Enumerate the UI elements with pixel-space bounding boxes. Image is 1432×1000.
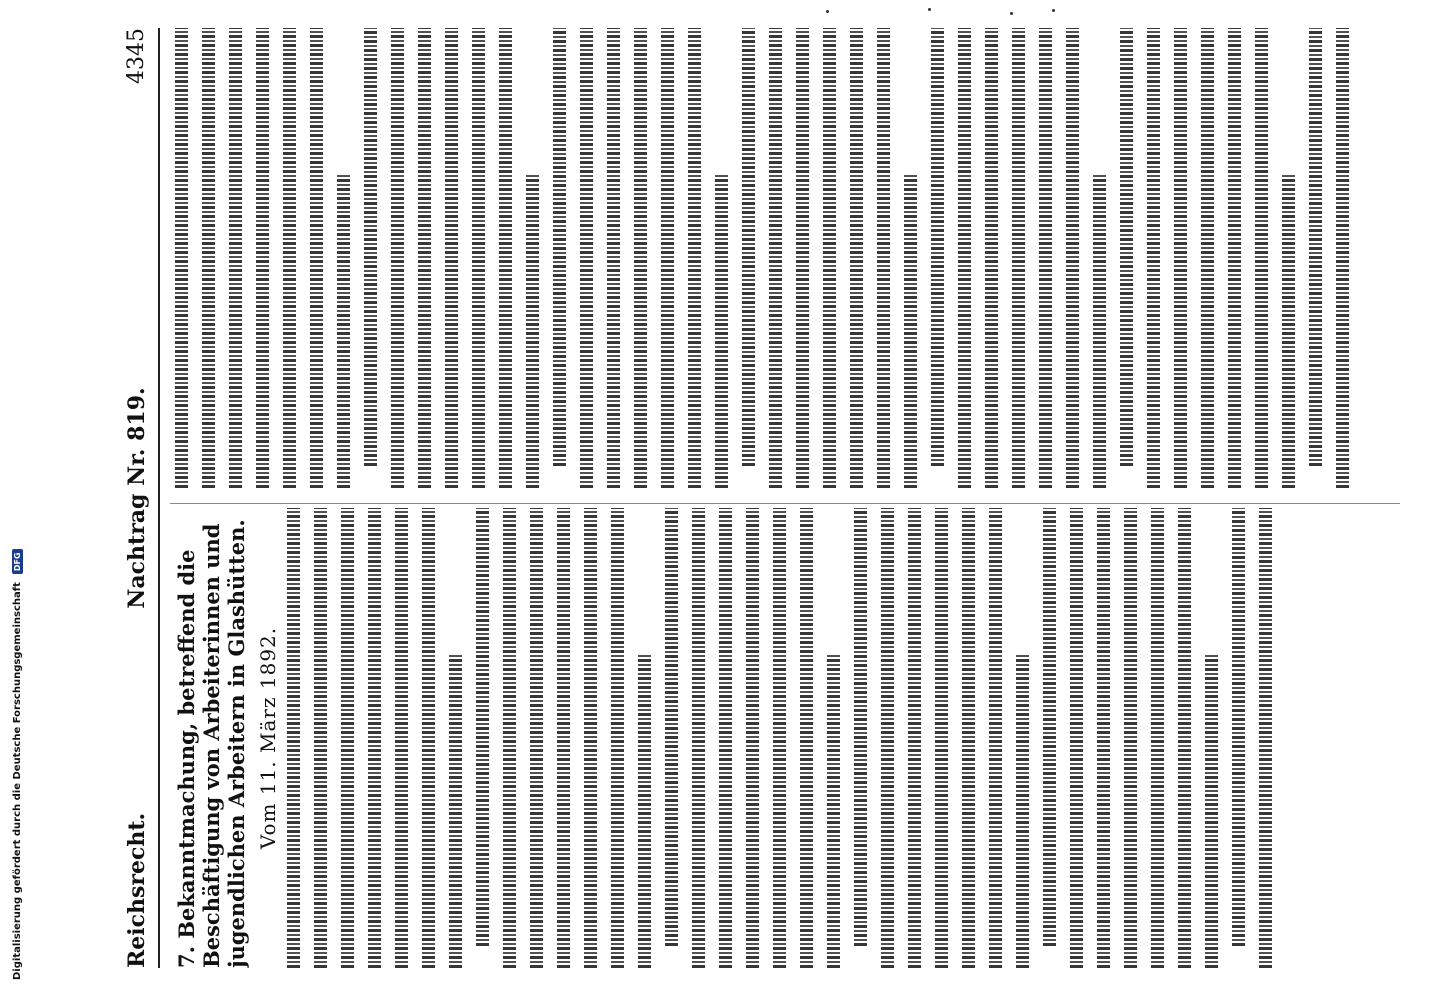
text-line — [1282, 175, 1295, 488]
text-line — [445, 28, 458, 488]
text-line — [283, 28, 296, 488]
document-page — [70, 0, 1432, 1000]
text-line — [337, 175, 350, 488]
text-line — [1232, 508, 1245, 946]
masthead-section-title: Reichsrecht. — [124, 812, 150, 968]
text-column-left — [170, 508, 1400, 968]
text-line — [719, 508, 732, 968]
text-line — [1309, 28, 1322, 466]
text-line — [580, 28, 593, 488]
text-line — [742, 28, 755, 466]
text-line — [418, 28, 431, 488]
text-line — [661, 28, 674, 488]
text-line — [1205, 655, 1218, 968]
text-line — [1012, 28, 1025, 488]
text-line — [638, 655, 651, 968]
text-line — [584, 508, 597, 968]
text-line — [769, 28, 782, 488]
article-date: Vom 11. März 1892. — [256, 626, 280, 850]
text-line — [850, 28, 863, 488]
text-line — [958, 28, 971, 488]
text-line — [989, 508, 1002, 968]
text-line — [476, 508, 489, 946]
text-line — [877, 28, 890, 488]
text-line — [1124, 508, 1137, 968]
text-line — [530, 508, 543, 968]
text-line — [1016, 655, 1029, 968]
dfg-logo-icon: DFG — [12, 549, 23, 574]
text-line — [692, 508, 705, 968]
text-line — [931, 28, 944, 466]
text-line — [904, 175, 917, 488]
text-line — [908, 508, 921, 968]
text-line — [854, 508, 867, 946]
text-line — [607, 28, 620, 488]
text-line — [823, 28, 836, 488]
text-line — [1070, 508, 1083, 968]
scan-speck — [1010, 12, 1013, 15]
text-line — [1097, 508, 1110, 968]
text-line — [314, 508, 327, 968]
text-line — [341, 508, 354, 968]
text-line — [746, 508, 759, 968]
text-line — [472, 28, 485, 488]
text-line — [881, 508, 894, 968]
text-line — [1043, 508, 1056, 946]
text-line — [364, 28, 377, 466]
text-line — [634, 28, 647, 488]
text-line — [1151, 508, 1164, 968]
text-line — [1120, 28, 1133, 466]
footer-text: Digitalisierung gefördert durch die Deutsche Forschungsgemeinschaft — [11, 582, 23, 980]
masthead-issue-number: Nachtrag Nr. 819. — [124, 387, 150, 609]
scan-speck — [1052, 9, 1055, 12]
right-column-lines — [175, 28, 1349, 488]
text-line — [935, 508, 948, 968]
text-line — [395, 508, 408, 968]
text-line — [202, 28, 215, 488]
article-heading: 7. Bekanntmachung, betreffend die Beschäftigung von Arbeiterinnen und jugendlichen Arbeitern in Glashütten. — [174, 519, 249, 968]
text-line — [175, 28, 188, 488]
scan-speck — [826, 10, 829, 13]
text-line — [391, 28, 404, 488]
scan-speck — [928, 8, 931, 11]
text-column-right — [170, 28, 1400, 488]
text-line — [287, 508, 300, 968]
text-line — [1039, 28, 1052, 488]
text-line — [1259, 508, 1272, 968]
text-line — [715, 175, 728, 488]
text-line — [1174, 28, 1187, 488]
text-line — [229, 28, 242, 488]
text-line — [827, 655, 840, 968]
text-line — [985, 28, 998, 488]
page-masthead — [118, 28, 160, 968]
page-number: 4345 — [124, 28, 149, 84]
text-line — [1228, 28, 1241, 488]
text-line — [310, 28, 323, 488]
text-line — [796, 28, 809, 488]
text-line — [526, 175, 539, 488]
text-line — [1178, 508, 1191, 968]
text-line — [1201, 28, 1214, 488]
text-line — [1336, 28, 1349, 488]
text-line — [368, 508, 381, 968]
left-column-lines — [287, 508, 1272, 968]
text-line — [1066, 28, 1079, 488]
text-line — [553, 28, 566, 466]
text-line — [1147, 28, 1160, 488]
text-line — [773, 508, 786, 968]
text-line — [449, 655, 462, 968]
text-line — [688, 28, 701, 488]
text-line — [256, 28, 269, 488]
text-line — [962, 508, 975, 968]
text-line — [800, 508, 813, 968]
text-line — [665, 508, 678, 946]
text-line — [503, 508, 516, 968]
column-divider — [170, 503, 1400, 504]
text-line — [1093, 175, 1106, 488]
text-line — [499, 28, 512, 488]
digitization-footer — [4, 0, 30, 1000]
text-line — [557, 508, 570, 968]
text-line — [422, 508, 435, 968]
text-line — [611, 508, 624, 968]
text-line — [1255, 28, 1268, 488]
